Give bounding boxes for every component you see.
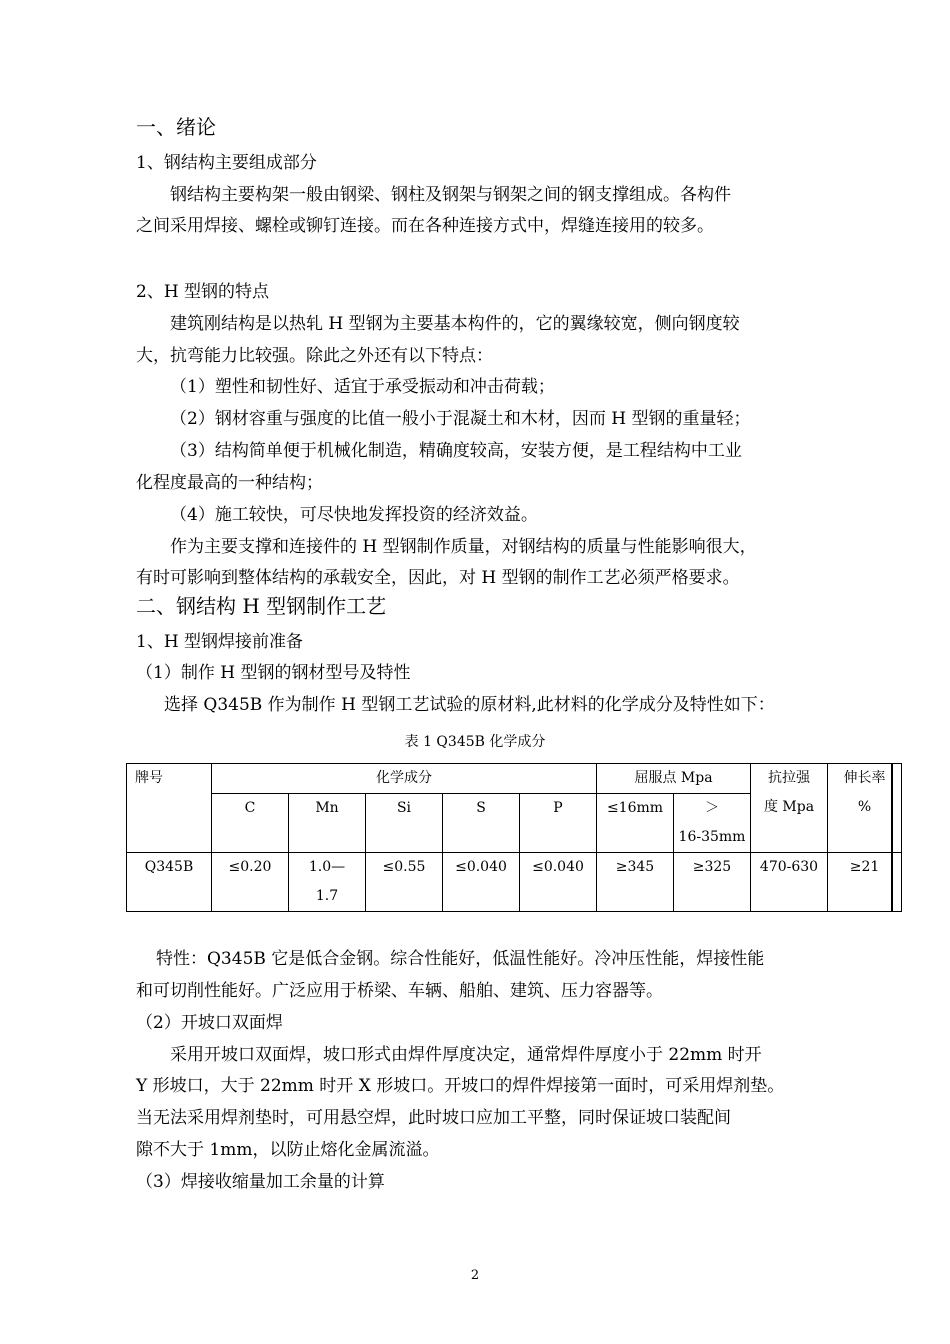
- table-header-si: Si: [366, 794, 443, 853]
- page-number: 2: [470, 1268, 480, 1283]
- paragraph-line: 隙不大于 1mm，以防止熔化金属流溢。: [136, 1140, 440, 1160]
- table-cell: [289, 853, 366, 912]
- paragraph-line: 之间采用焊接、螺栓或铆钉连接。而在各种连接方式中，焊缝连接用的较多。: [136, 216, 714, 236]
- table-border-right: [891, 763, 893, 911]
- paragraph-line: 大，抗弯能力比较强。除此之外还有以下特点：: [136, 346, 493, 366]
- list-item: （3）结构简单便于机械化制造，精确度较高，安装方便，是工程结构中工业: [170, 441, 742, 461]
- table-row: [127, 853, 902, 912]
- section1-sub2-title: 2、H 型钢的特点: [136, 282, 270, 302]
- paragraph-line: 特性：Q345B 它是低合金钢。综合性能好，低温性能好。冷冲压性能，焊接性能: [156, 949, 765, 969]
- section2-item3-title: （3）焊接收缩量加工余量的计算: [136, 1172, 385, 1192]
- section1-heading: 一、绪论: [136, 115, 216, 139]
- table-cell: ≥325: [674, 853, 751, 912]
- table-cell: ≤0.20: [212, 853, 289, 912]
- table-header-p: P: [520, 794, 597, 853]
- table-cell-line: 1.0—: [308, 859, 346, 875]
- table-header-tensile-line: 抗拉强: [768, 770, 810, 786]
- table-cell-line: 1.7: [315, 888, 339, 904]
- section2-sub1-title: 1、H 型钢焊接前准备: [136, 632, 304, 652]
- section1-sub1-title: 1、钢结构主要组成部分: [136, 153, 317, 173]
- table-header-yield-1: ≤16mm: [597, 794, 674, 853]
- table-header-s: S: [443, 794, 520, 853]
- table-caption: 表 1 Q345B 化学成分: [404, 734, 546, 750]
- table-header-mn: Mn: [289, 794, 366, 853]
- paragraph-line: 和可切削性能好。广泛应用于桥梁、车辆、船舶、建筑、压力容器等。: [136, 981, 663, 1001]
- section2-heading: 二、钢结构 H 型钢制作工艺: [136, 594, 387, 618]
- table-header-c: C: [212, 794, 289, 853]
- table-header-yield-2-line: ＞: [705, 800, 719, 816]
- table-header-grade: 牌号: [127, 764, 212, 853]
- paragraph-line: 作为主要支撑和连接件的 H 型钢制作质量，对钢结构的质量与性能影响很大，: [170, 537, 757, 557]
- table-header-yield: 屈服点 Mpa: [597, 764, 751, 794]
- paragraph-line: 建筑刚结构是以热轧 H 型钢为主要基本构件的，它的翼缘较宽，侧向钢度较: [170, 314, 740, 334]
- list-item: （4）施工较快，可尽快地发挥投资的经济效益。: [170, 505, 538, 525]
- paragraph-line: 采用开坡口双面焊，坡口形式由焊件厚度决定，通常焊件厚度小于 22mm 时开: [170, 1045, 762, 1065]
- table-cell: ≥21: [828, 853, 902, 912]
- section2-item2-title: （2）开坡口双面焊: [136, 1013, 283, 1033]
- chemical-composition-table: [126, 763, 902, 912]
- paragraph-line: 选择 Q345B 作为制作 H 型钢工艺试验的原材料,此材料的化学成分及特性如下：: [164, 695, 775, 715]
- table-cell: 470-630: [751, 853, 828, 912]
- table-header-chem: 化学成分: [212, 764, 597, 794]
- paragraph-line: 钢结构主要构架一般由钢梁、钢柱及钢架与钢架之间的钢支撑组成。各构件: [170, 185, 731, 205]
- table-cell: ≤0.040: [520, 853, 597, 912]
- table-header-tensile-line: 度 Mpa: [763, 799, 815, 815]
- table-cell: ≤0.040: [443, 853, 520, 912]
- table-header-elongation-line: %: [857, 799, 872, 815]
- table-cell: ≥345: [597, 853, 674, 912]
- table-cell: Q345B: [127, 853, 212, 912]
- list-item: （1）塑性和韧性好、适宜于承受振动和冲击荷载；: [170, 377, 555, 397]
- table-cell: ≤0.55: [366, 853, 443, 912]
- list-item: （2）钢材容重与强度的比值一般小于混凝土和木材，因而 H 型钢的重量轻；: [170, 409, 751, 429]
- list-item: 化程度最高的一种结构；: [136, 473, 323, 493]
- section2-item1-title: （1）制作 H 型钢的钢材型号及特性: [136, 663, 411, 683]
- paragraph-line: 当无法采用焊剂垫时，可用悬空焊，此时坡口应加工平整，同时保证坡口装配间: [136, 1108, 731, 1128]
- paragraph-line: Y 形坡口，大于 22mm 时开 X 形坡口。开坡口的焊件焊接第一面时，可采用焊剂垫。: [136, 1076, 785, 1096]
- table-header-yield-2: [674, 794, 751, 853]
- table-header-yield-2-line: 16-35mm: [678, 829, 746, 845]
- paragraph-line: 有时可影响到整体结构的承载安全，因此，对 H 型钢的制作工艺必须严格要求。: [136, 568, 740, 588]
- table-header-elongation-line: 伸长率: [843, 770, 886, 786]
- table-header-tensile: [751, 764, 828, 853]
